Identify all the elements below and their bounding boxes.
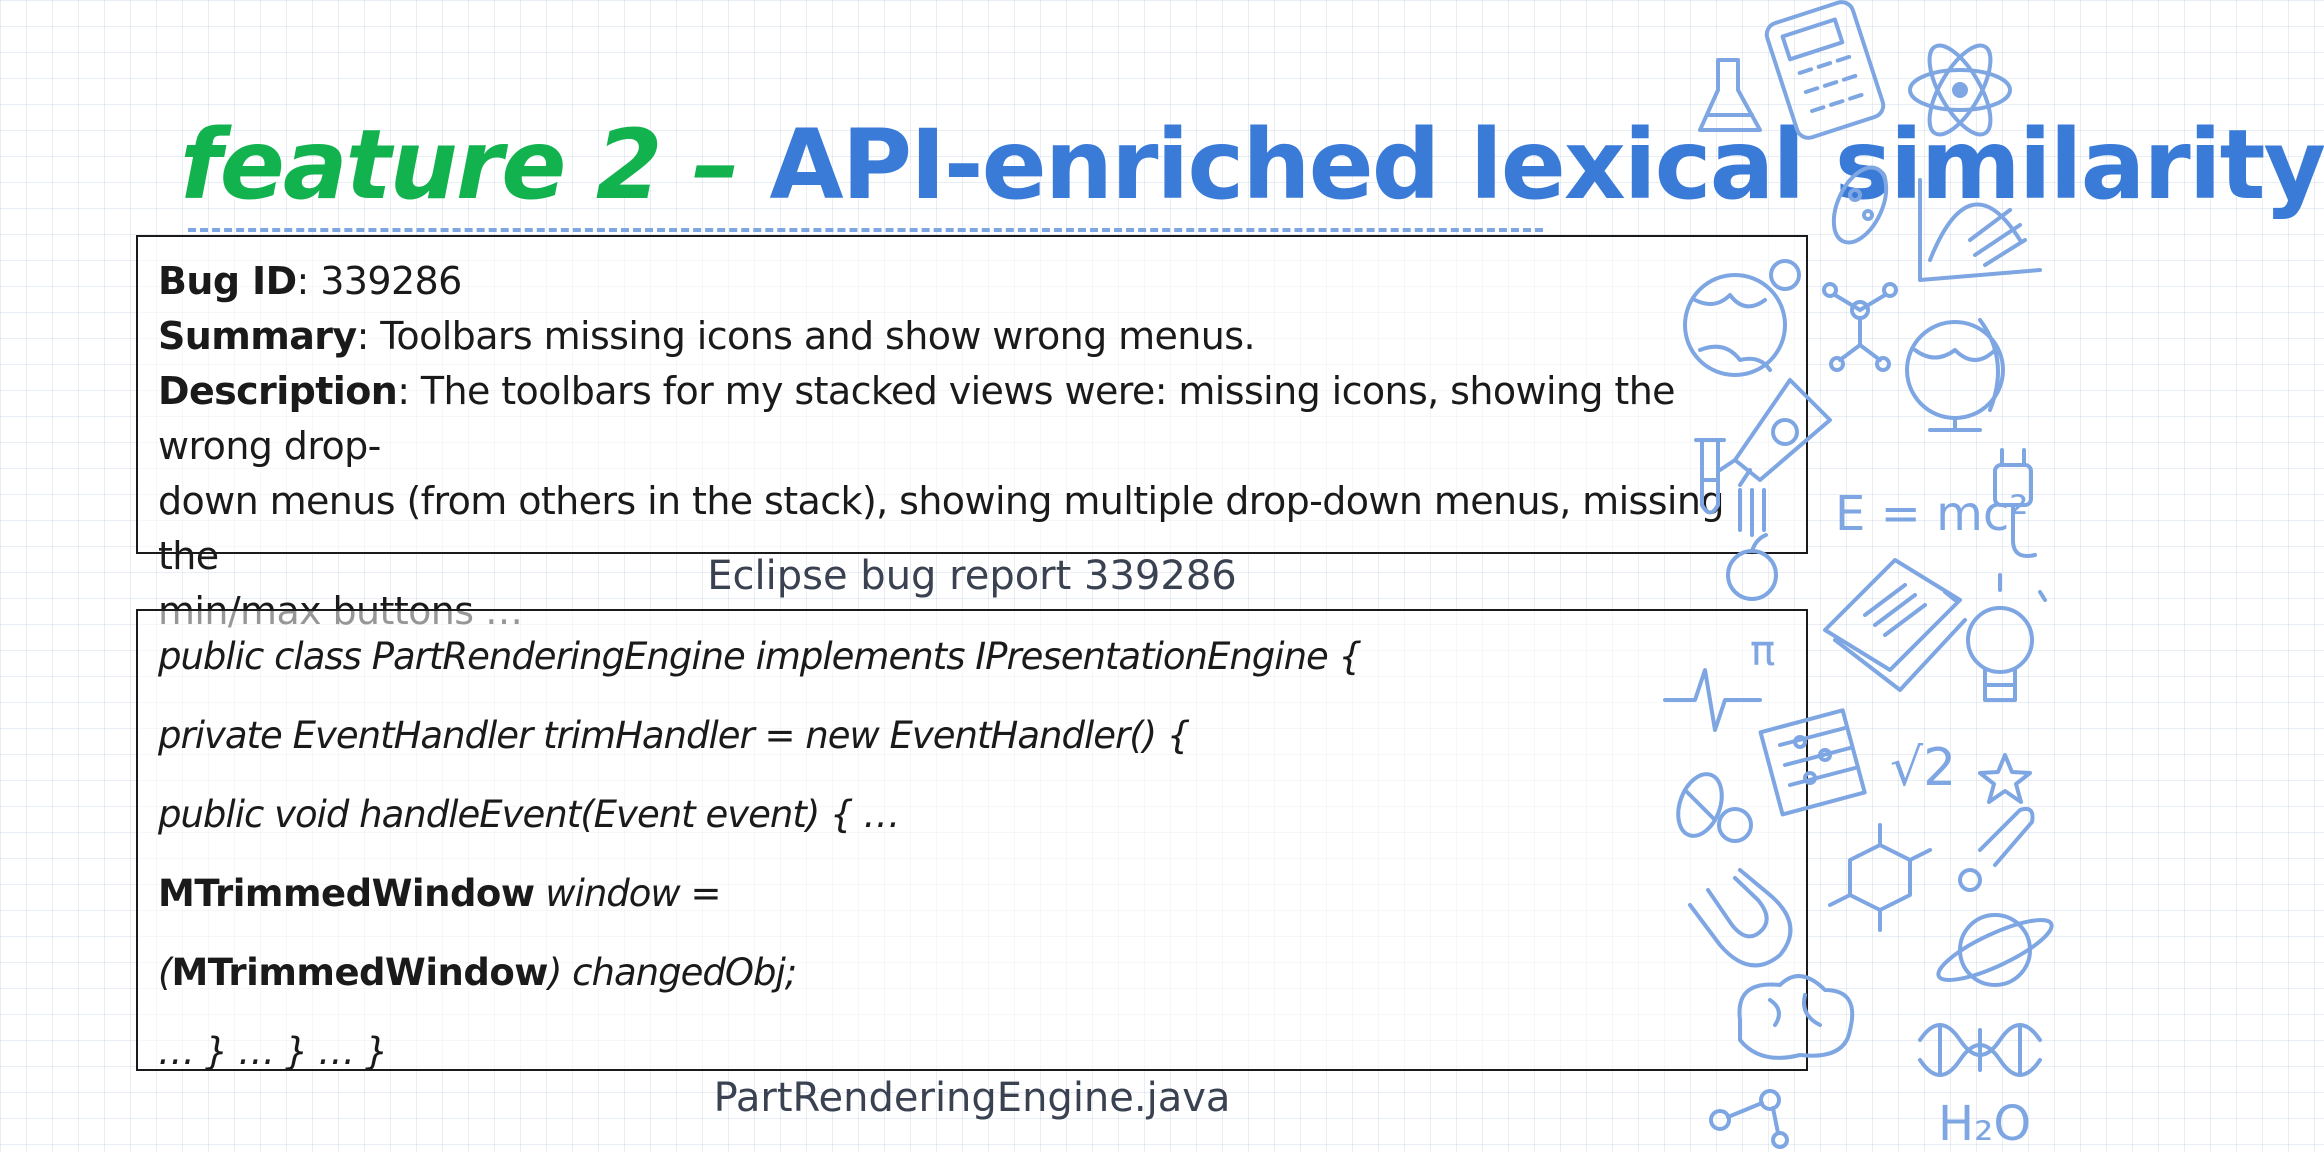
test-tube-icon — [1696, 440, 1724, 513]
dna-icon — [1920, 1025, 2040, 1075]
lightbulb-icon — [1945, 575, 2045, 700]
pi-text: π — [1750, 626, 1776, 675]
title-topic: API-enriched lexical similarity — [769, 109, 2324, 221]
api-type-token-cast: MTrimmedWindow — [171, 951, 548, 994]
bacteria-icon — [1823, 159, 1897, 250]
bug-id-label: Bug ID — [158, 259, 297, 303]
code-line-2: private EventHandler trimHandler = new EventHandler() { — [158, 714, 1190, 757]
cast-open-paren: ( — [158, 951, 172, 994]
bug-id-value: : 339286 — [296, 259, 462, 303]
globe-icon — [1685, 261, 1799, 375]
heartbeat-line — [1665, 670, 1760, 730]
code-line-5 — [158, 943, 1786, 1022]
molecule-icon-2 — [1711, 1091, 1787, 1147]
graph-icon — [1920, 180, 2040, 280]
source-code-box — [136, 609, 1808, 1071]
summary-value: : Toolbars missing icons and show wrong menus. — [356, 314, 1255, 358]
source-file-caption: PartRenderingEngine.java — [713, 1075, 1231, 1121]
hexagon-molecule-icon — [1830, 825, 1930, 930]
title-dash: – — [660, 109, 770, 221]
star-icon — [1980, 755, 2030, 802]
rocket-icon — [1720, 380, 1830, 485]
planet-icon — [1932, 909, 2058, 990]
science-doodles — [1640, 0, 2048, 1152]
book-icon — [1825, 560, 1965, 690]
thermometer-icon — [1960, 809, 2033, 890]
api-type-token: MTrimmedWindow — [158, 872, 535, 915]
code-line-6: … } … } … } — [158, 1030, 388, 1073]
emc2-text: E = mc² — [1835, 486, 2029, 542]
description-text-1: : The toolbars for my stacked views were: missing icons, showing the wrong drop- — [158, 369, 1675, 468]
h2o-text: H₂O — [1938, 1096, 2032, 1152]
magnet-icon — [1690, 870, 1790, 965]
code-line-4-rest: window = — [534, 872, 721, 915]
apple-icon — [1728, 535, 1776, 599]
globe-icon-2 — [1907, 320, 2003, 430]
calculator-icon — [1764, 0, 1887, 141]
bug-report-caption: Eclipse bug report 339286 — [707, 553, 1237, 599]
title-feature-label: feature 2 — [180, 109, 661, 221]
brain-icon — [1740, 976, 1853, 1058]
description-label: Description — [158, 369, 398, 413]
sqrt2-text: √2 — [1890, 738, 1957, 798]
title-underline — [188, 228, 1543, 232]
description-line-1 — [158, 364, 1786, 474]
description-line-2: down menus (from others in the stack), showing multiple drop-down menus, missing the — [158, 479, 1724, 578]
code-line-4 — [158, 864, 1786, 943]
flask-icon — [1700, 60, 1760, 130]
code-line-1: public class PartRenderingEngine implements IPresentationEngine { — [158, 635, 1362, 678]
abacus-icon — [1761, 710, 1865, 814]
summary-label: Summary — [158, 314, 357, 358]
summary-line — [158, 309, 1786, 364]
pills-icon — [1670, 768, 1751, 842]
code-line-5-rest: ) changedObj; — [547, 951, 797, 994]
molecule-icon — [1824, 284, 1896, 370]
rain-lines — [1740, 490, 1764, 535]
code-line-3: public void handleEvent(Event event) { … — [158, 793, 900, 836]
atom-icon — [1910, 37, 2010, 144]
bug-id-line — [158, 254, 1786, 309]
